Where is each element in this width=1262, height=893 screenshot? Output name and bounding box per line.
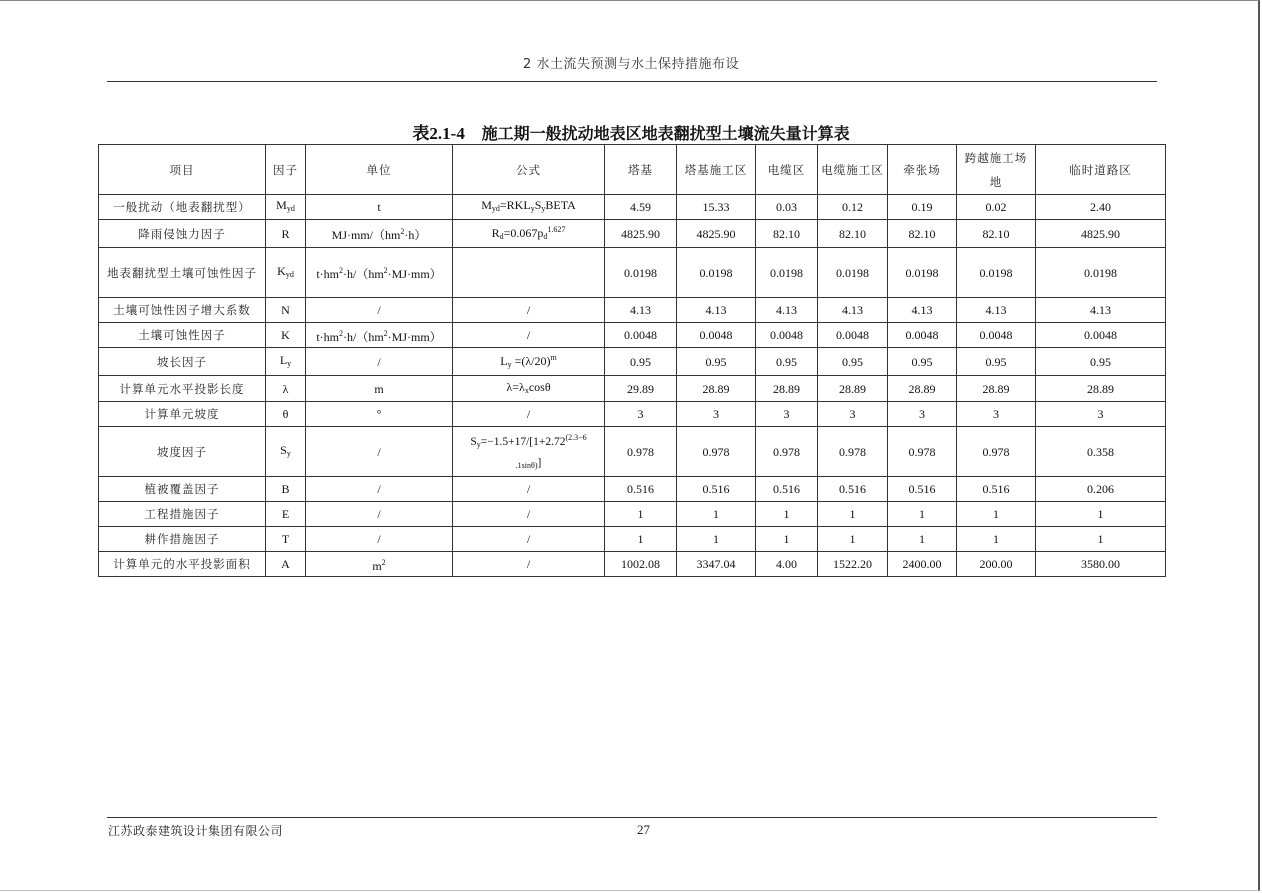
table-cell: 3 [888, 402, 957, 427]
table-cell: 28.89 [677, 376, 756, 402]
row-formula: / [453, 298, 605, 323]
table-caption [0, 119, 1262, 144]
table-cell: 3347.04 [677, 552, 756, 577]
row-unit: t [306, 195, 453, 220]
row-factor: T [266, 527, 306, 552]
row-item: 植被覆盖因子 [99, 477, 266, 502]
row-unit: / [306, 298, 453, 323]
table-cell: 3580.00 [1036, 552, 1166, 577]
row-formula: / [453, 323, 605, 348]
table-cell: 0.0198 [1036, 248, 1166, 298]
row-factor: E [266, 502, 306, 527]
column-header: 塔基 [605, 145, 677, 195]
row-item: 工程措施因子 [99, 502, 266, 527]
table-cell: 0.0048 [677, 323, 756, 348]
row-item: 地表翻扰型土壤可蚀性因子 [99, 248, 266, 298]
column-header: 单位 [306, 145, 453, 195]
table-row [99, 477, 1166, 502]
table-row [99, 402, 1166, 427]
table-cell: 1 [756, 502, 818, 527]
table-cell: 0.0048 [957, 323, 1036, 348]
table-cell: 1002.08 [605, 552, 677, 577]
row-unit: $t\cdot hm^2\cdot h/(hm^2\cdot MJ\cdot mm)$ [306, 248, 453, 298]
row-item: 土壤可蚀性因子增大系数 [99, 298, 266, 323]
column-header: 公式 [453, 145, 605, 195]
row-unit: / [306, 427, 453, 477]
table-cell: 1 [957, 527, 1036, 552]
column-header: 跨越施工场地 [957, 145, 1036, 195]
row-factor: $S_y$ [266, 427, 306, 477]
table-cell: 28.89 [818, 376, 888, 402]
row-factor: $K_{yd}$ [266, 248, 306, 298]
table-cell: 1 [677, 527, 756, 552]
table-cell: 0.03 [756, 195, 818, 220]
table-cell: 4.13 [1036, 298, 1166, 323]
column-header: 牵张场 [888, 145, 957, 195]
table-cell: 4.13 [957, 298, 1036, 323]
row-factor: λ [266, 376, 306, 402]
table-cell: 4825.90 [677, 220, 756, 248]
table-cell: 1 [888, 502, 957, 527]
row-item: 坡度因子 [99, 427, 266, 477]
table-cell: 0.978 [818, 427, 888, 477]
table-cell: 3 [818, 402, 888, 427]
table-cell: 0.516 [888, 477, 957, 502]
row-formula: / [453, 402, 605, 427]
table-cell: 28.89 [888, 376, 957, 402]
table-row [99, 502, 1166, 527]
table-cell: 4.13 [677, 298, 756, 323]
row-unit: / [306, 527, 453, 552]
column-header: 塔基施工区 [677, 145, 756, 195]
table-cell: 0.0048 [756, 323, 818, 348]
table-cell: 0.95 [677, 348, 756, 376]
table-cell: 4.00 [756, 552, 818, 577]
table-row [99, 195, 1166, 220]
table-cell: 4.13 [818, 298, 888, 323]
table-cell: 0.978 [605, 427, 677, 477]
row-unit: $t\cdot hm^2\cdot h/(hm^2\cdot MJ\cdot mm)$ [306, 323, 453, 348]
table-caption-title: 施工期一般扰动地表区地表翻扰型土壤流失量计算表 [481, 124, 850, 143]
table-cell: 0.0198 [605, 248, 677, 298]
running-header: 2 水土流失预测与水土保持措施布设 [523, 57, 739, 72]
table-cell: 4.13 [888, 298, 957, 323]
header-rule [107, 81, 1157, 82]
table-cell: 0.02 [957, 195, 1036, 220]
table-cell: 28.89 [756, 376, 818, 402]
table-cell: 0.978 [756, 427, 818, 477]
soil-loss-table [98, 144, 1166, 577]
column-header: 项目 [99, 145, 266, 195]
row-factor: N [266, 298, 306, 323]
table-cell: 1 [677, 502, 756, 527]
table-cell: 0.95 [1036, 348, 1166, 376]
row-item: 坡长因子 [99, 348, 266, 376]
table-cell: 1 [605, 502, 677, 527]
table-cell: 0.978 [957, 427, 1036, 477]
row-item: 降雨侵蚀力因子 [99, 220, 266, 248]
table-cell: 3 [605, 402, 677, 427]
row-factor: θ [266, 402, 306, 427]
row-item: 计算单元的水平投影面积 [99, 552, 266, 577]
table-cell: 4.13 [605, 298, 677, 323]
row-formula [453, 248, 605, 298]
table-cell: 1 [818, 502, 888, 527]
table-row [99, 248, 1166, 298]
table-cell: 29.89 [605, 376, 677, 402]
row-factor: $M_{yd}$ [266, 195, 306, 220]
table-cell: 0.0198 [818, 248, 888, 298]
table-cell: 0.978 [677, 427, 756, 477]
row-unit: m [306, 376, 453, 402]
table-cell: 0.0048 [818, 323, 888, 348]
table-cell: 0.0198 [888, 248, 957, 298]
table-cell: 4.59 [605, 195, 677, 220]
row-unit: ° [306, 402, 453, 427]
table-cell: 1522.20 [818, 552, 888, 577]
table-cell: 0.95 [605, 348, 677, 376]
column-header: 电缆区 [756, 145, 818, 195]
row-formula: / [453, 552, 605, 577]
table-cell: 0.12 [818, 195, 888, 220]
row-unit: $MJ\cdot mm/(hm^2\cdot h)$ [306, 220, 453, 248]
table-cell: 82.10 [818, 220, 888, 248]
table-cell: 82.10 [888, 220, 957, 248]
row-unit: / [306, 502, 453, 527]
footer-rule [107, 817, 1157, 818]
row-formula: / [453, 477, 605, 502]
row-formula: $M_{yd}=RKL_yS_yBETA$ [453, 195, 605, 220]
row-item: 土壤可蚀性因子 [99, 323, 266, 348]
table-cell: 0.95 [756, 348, 818, 376]
table-cell: 0.0048 [888, 323, 957, 348]
row-item: 计算单元水平投影长度 [99, 376, 266, 402]
table-row [99, 376, 1166, 402]
row-formula: $R_d=0.067p_d^{1.627}$ [453, 220, 605, 248]
table-cell: 3 [756, 402, 818, 427]
row-formula: / [453, 502, 605, 527]
row-unit: $m^2$ [306, 552, 453, 577]
table-row [99, 348, 1166, 376]
table-cell: 0.0198 [677, 248, 756, 298]
row-formula: $S_y=-1.5+17/[1+2.72^{(2.3-6}$ $_{.1sin\theta)}$] [453, 427, 605, 477]
table-cell: 2.40 [1036, 195, 1166, 220]
table-header-row [99, 145, 1166, 195]
table-cell: 0.0198 [756, 248, 818, 298]
column-header: 电缆施工区 [818, 145, 888, 195]
row-formula: $\lambda=\lambda_x\cos\theta$ [453, 376, 605, 402]
table-caption-number: 表2.1-4 [412, 124, 465, 143]
row-formula: / [453, 527, 605, 552]
table-cell: 1 [756, 527, 818, 552]
row-formula: $L_y =(\lambda/20)^m$ [453, 348, 605, 376]
footer-company: 江苏政泰建筑设计集团有限公司 [108, 824, 284, 838]
table-cell: 15.33 [677, 195, 756, 220]
table-cell: 0.516 [818, 477, 888, 502]
table-row [99, 323, 1166, 348]
table-cell: 0.19 [888, 195, 957, 220]
row-item: 一般扰动（地表翻扰型） [99, 195, 266, 220]
table-cell: 3 [677, 402, 756, 427]
table-cell: 0.516 [957, 477, 1036, 502]
table-cell: 4825.90 [1036, 220, 1166, 248]
table-cell: 4.13 [756, 298, 818, 323]
row-item: 耕作措施因子 [99, 527, 266, 552]
table-cell: 1 [1036, 527, 1166, 552]
table-cell: 0.358 [1036, 427, 1166, 477]
table-cell: 0.978 [888, 427, 957, 477]
table-cell: 0.516 [677, 477, 756, 502]
table-row [99, 527, 1166, 552]
table-cell: 0.0048 [1036, 323, 1166, 348]
table-cell: 0.0198 [957, 248, 1036, 298]
table-cell: 1 [605, 527, 677, 552]
table-cell: 28.89 [1036, 376, 1166, 402]
row-factor: B [266, 477, 306, 502]
table-cell: 0.516 [756, 477, 818, 502]
row-item: 计算单元坡度 [99, 402, 266, 427]
row-factor: K [266, 323, 306, 348]
page-number: 27 [637, 822, 650, 837]
table-cell: 2400.00 [888, 552, 957, 577]
table-cell: 28.89 [957, 376, 1036, 402]
table-cell: 0.95 [818, 348, 888, 376]
table-cell: 3 [957, 402, 1036, 427]
row-factor: A [266, 552, 306, 577]
row-factor: R [266, 220, 306, 248]
table-row [99, 298, 1166, 323]
table-cell: 0.516 [605, 477, 677, 502]
table-cell: 0.206 [1036, 477, 1166, 502]
column-header: 临时道路区 [1036, 145, 1166, 195]
column-header: 因子 [266, 145, 306, 195]
table-cell: 200.00 [957, 552, 1036, 577]
table-cell: 0.95 [957, 348, 1036, 376]
table-row [99, 427, 1166, 477]
row-unit: / [306, 477, 453, 502]
row-unit: / [306, 348, 453, 376]
table-row [99, 220, 1166, 248]
table-cell: 0.95 [888, 348, 957, 376]
table-cell: 1 [1036, 502, 1166, 527]
table-cell: 82.10 [756, 220, 818, 248]
table-cell: 82.10 [957, 220, 1036, 248]
table-cell: 4825.90 [605, 220, 677, 248]
row-factor: $L_y$ [266, 348, 306, 376]
table-cell: 1 [888, 527, 957, 552]
table-cell: 1 [818, 527, 888, 552]
table-row [99, 552, 1166, 577]
table-cell: 1 [957, 502, 1036, 527]
table-cell: 3 [1036, 402, 1166, 427]
table-cell: 0.0048 [605, 323, 677, 348]
